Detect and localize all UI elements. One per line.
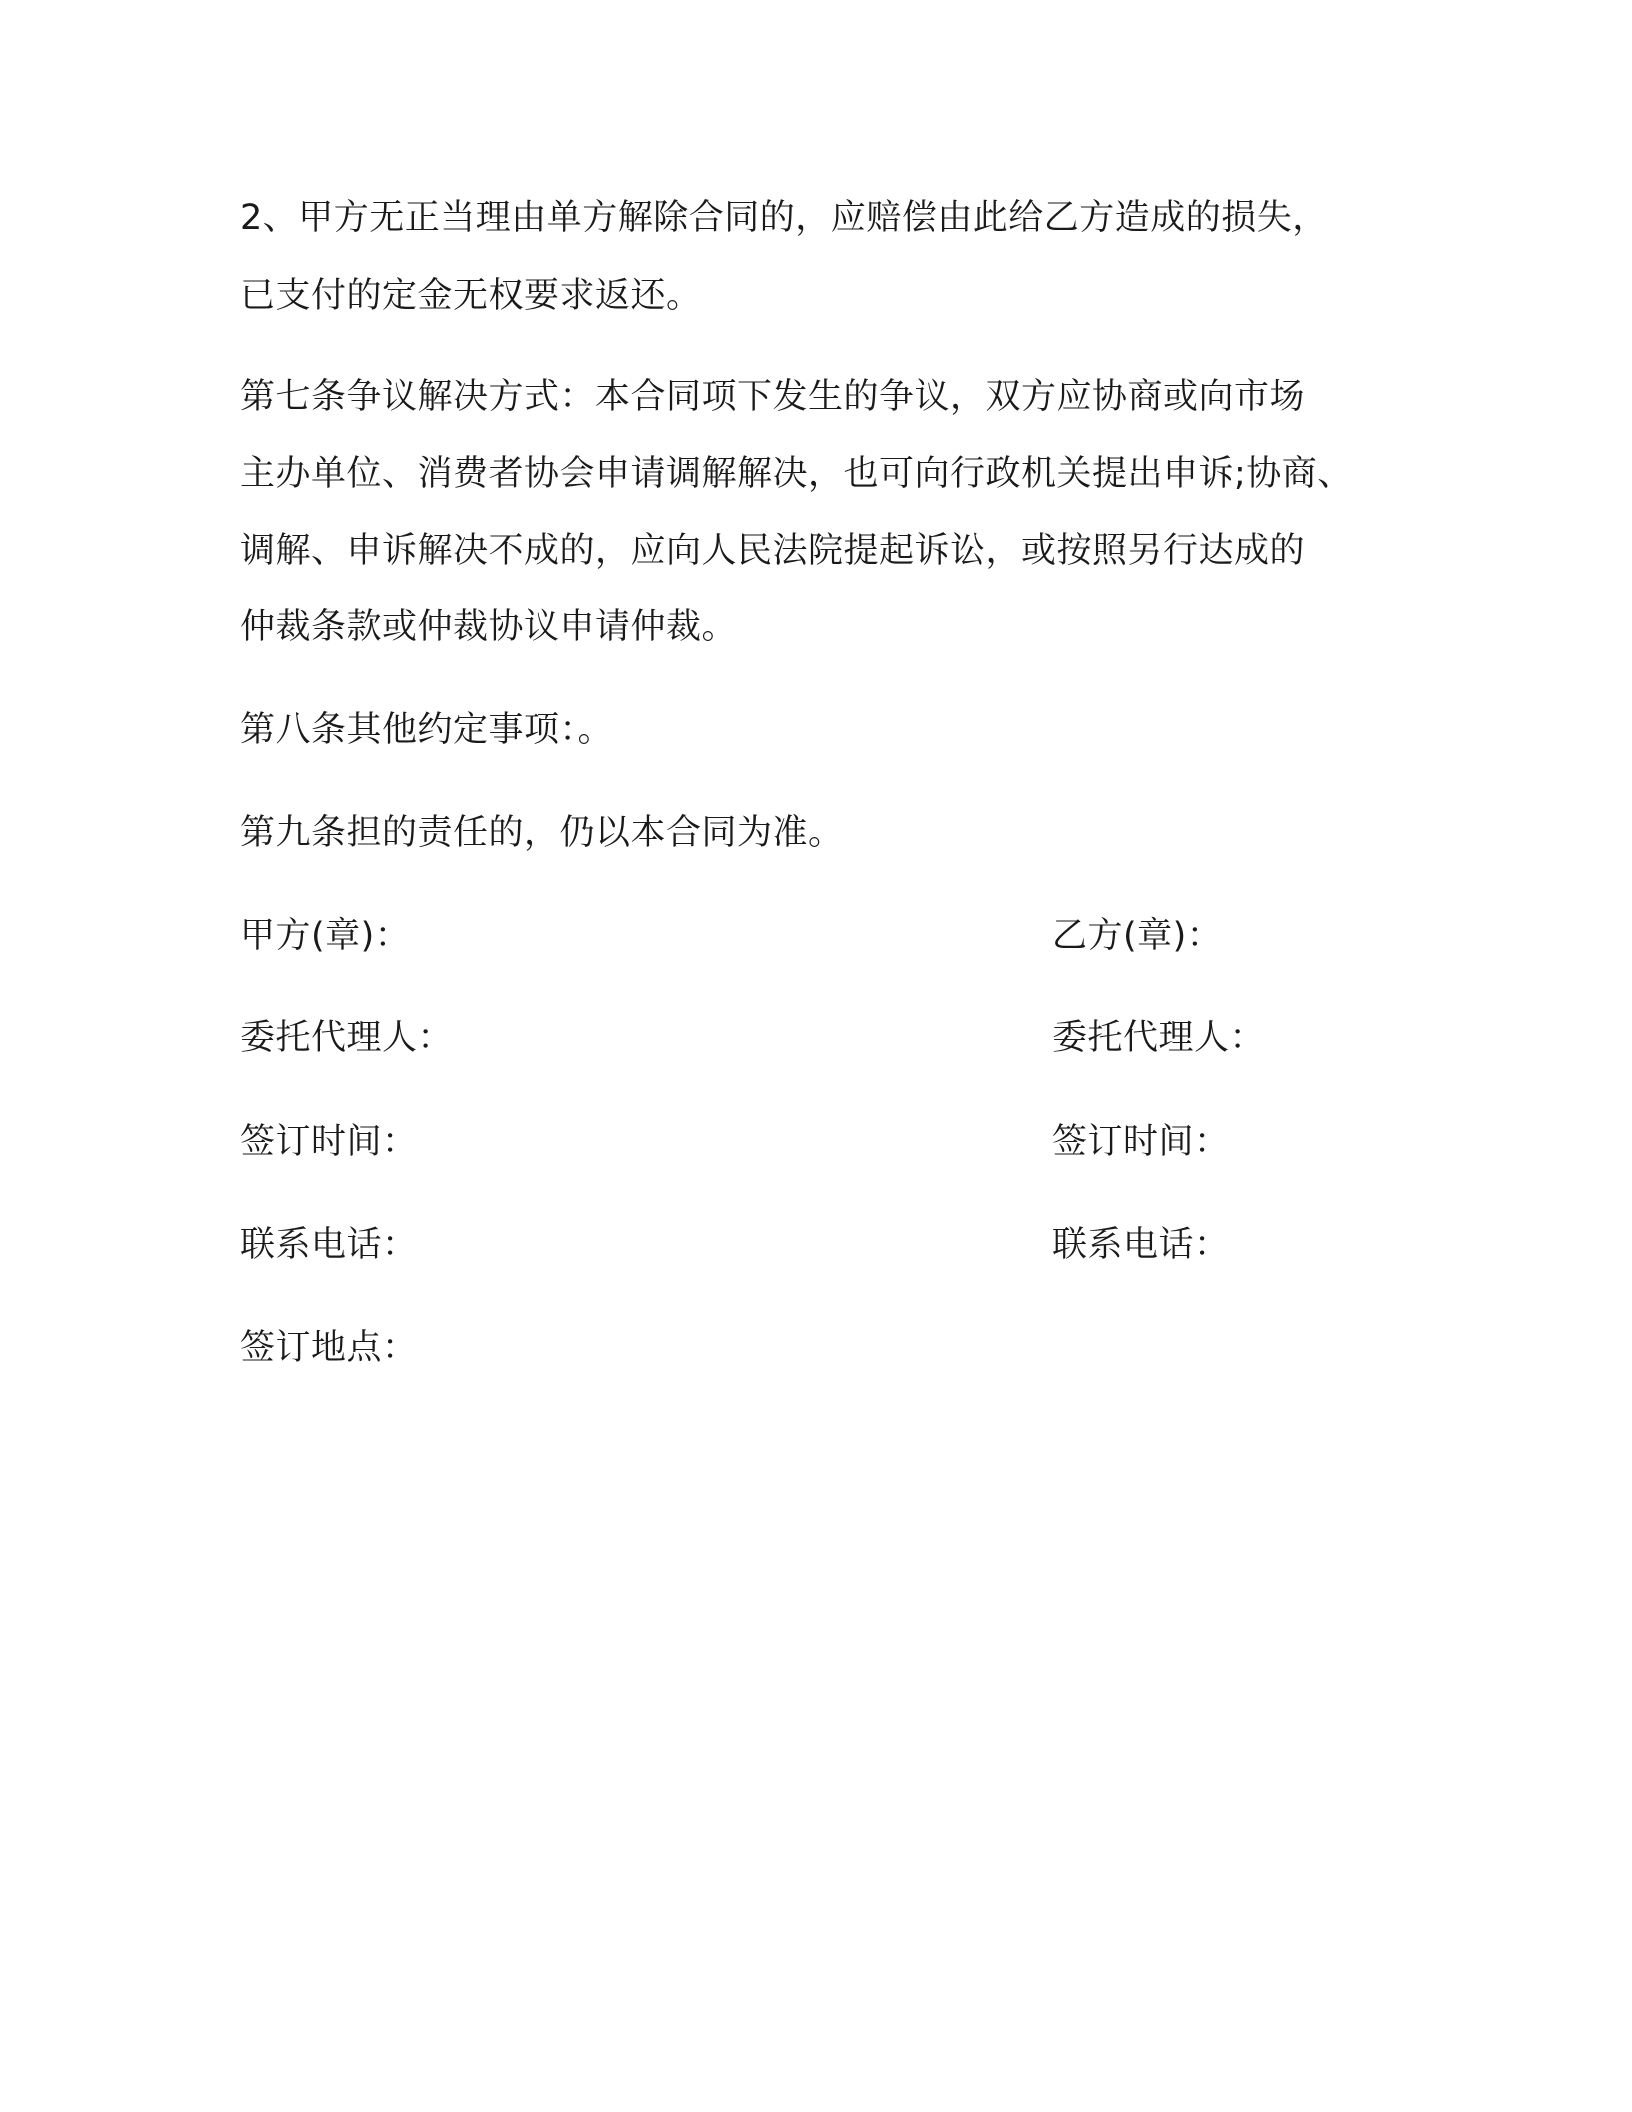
article-7-line-2: 主办单位、消费者协会申请调解解决，也可向行政机关提出申诉;协商、 [240, 454, 1353, 494]
article-9: 第九条担的责任的，仍以本合同为准。 [240, 813, 844, 853]
party-a-phone-label: 联系电话： [240, 1225, 418, 1265]
party-a-seal-label: 甲方(章)： [240, 916, 411, 956]
sign-place-label: 签订地点： [240, 1328, 418, 1368]
article-8: 第八条其他约定事项：。 [240, 710, 614, 750]
article-7-line-1: 第七条争议解决方式：本合同项下发生的争议，双方应协商或向市场 [240, 377, 1306, 417]
party-a-sign-date-label: 签订时间： [240, 1122, 418, 1162]
party-a-agent-label: 委托代理人： [240, 1018, 454, 1058]
article-7-line-3: 调解、申诉解决不成的，应向人民法院提起诉讼，或按照另行达成的 [240, 531, 1306, 571]
party-b-phone-label: 联系电话： [1052, 1225, 1230, 1265]
party-b-seal-label: 乙方(章)： [1052, 916, 1223, 956]
clause-2-line-1: 2、甲方无正当理由单方解除合同的，应赔偿由此给乙方造成的损失， [240, 198, 1328, 238]
party-b-sign-date-label: 签订时间： [1052, 1122, 1230, 1162]
article-7-line-4: 仲裁条款或仲裁协议申请仲裁。 [240, 607, 738, 647]
clause-2-line-2: 已支付的定金无权要求返还。 [240, 276, 702, 316]
party-b-agent-label: 委托代理人： [1052, 1018, 1266, 1058]
